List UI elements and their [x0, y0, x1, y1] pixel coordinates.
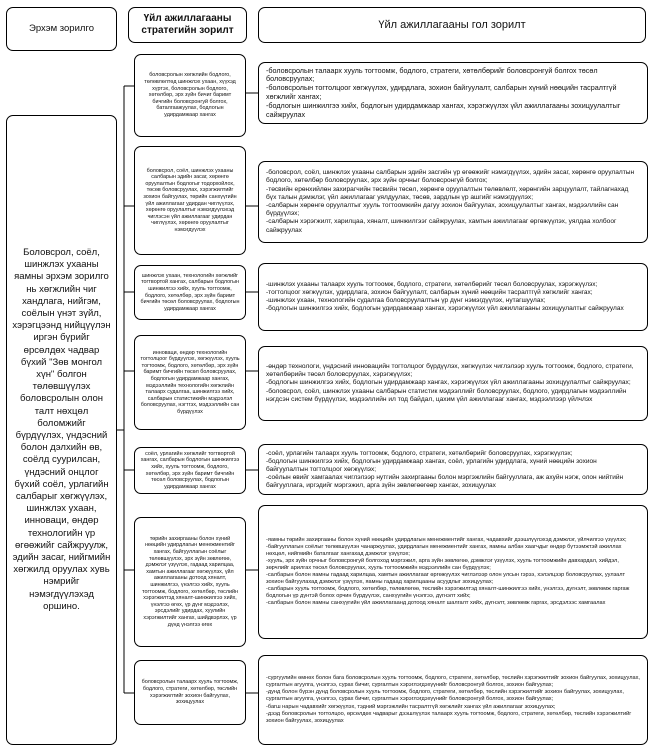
strategy-text: боловсролын хөгжлийн бодлого, төлөвлөлтөд шинжлэх ухаан, хүүхэд хүртэх, боловсролын бодлого, хөтөлбөр, эрх зүйн бичиг баримт бичгийн боловсронгуй болгох, баталгаажуулах, бодлогын удирдамжаар хангах — [144, 72, 236, 118]
strategy-box-2 — [134, 146, 246, 255]
objective-item: -шинжлэх ухааны талаарх хууль тогтоомж, бодлого, стратеги, хөтөлбөрийг төсөл боловсруулах, хэрэгжүүлэх; — [266, 281, 598, 288]
objectives-box-4 — [258, 346, 648, 421]
objective-item: -хууль, эрх зүйн орчныг боловсронгуй болгоход мэргэжил, арга зүйн зөвлөгөө, дэмжлэг үзүүлэх, хууль тогтоомжийн давхардал, хийдэл, зөрчлийг арилгах төсөл боловсруулах, хууль тогтоомжийн мэдээллийн сан бүрдүүлэх; — [266, 557, 619, 571]
objectives-list — [266, 450, 640, 490]
strategy-text: боловсролын талаарх хууль тогтоомж, бодлого, стратеги, хөтөлбөр, төслийн хэрэгжилтийг зохион байгуулах, зохицуулах — [141, 679, 239, 706]
objectives-list — [266, 169, 640, 235]
objective-item: -дээд боловсролын тогтолцоо, өрсөлдөх чадварыг дээшлүүлэх талаарх хууль тогтоомж, бодлого, стратеги, хөтөлбөр, төслийн хэрэгжилтийг зохион байгуулах, зохицуулах — [266, 710, 632, 724]
objective-item: -яамны төрийн захиргааны болон хүний нөөцийн удирдлагын менежментийг хангах, чадавхийг дээшлүүлэхэд дэмжлэг, үйлчилгээ үзүүлэх; — [266, 536, 627, 543]
objectives-box-7 — [258, 655, 648, 745]
objective-item: -төсвийн ерөнхийлөн захирагчийн төсвийн төсөл, хөрөнгө оруулалтын төлөвлөлт, хөрөнгийн зарцуулалт, тайлагнахад бүх талын дэмжлэг, үйл ажиллагааг уялдуулах, төсөв, зардлын үр ашгийг нэмэгдүүлэх; — [266, 185, 629, 201]
objective-item: -шинжлэх ухаан, технологийн судалгаа боловсруулалтын үр дүнг нэмэгдүүлэх, нутагшуулах; — [266, 297, 546, 304]
objective-item: -өндөр технологи, үндэсний инновацийн тогтолцоог бүрдүүлэх, хөгжүүлэх чиглэлээр хууль тогтоомж, бодлого, стратеги, хөтөлбөрийн төсөл боловсруулах, хэрэгжүүлэх; — [266, 362, 634, 379]
objective-item: -бодлогын шинжилгээ хийх, бодлогын удирдамжаар хангах, хэрэгжүүлэх үйл ажиллагааны зохицуулалтыг сайжруулах — [266, 100, 621, 119]
objectives-box-1 — [258, 62, 648, 124]
objectives-header-label: Үйл ажиллагааны гол зорилт — [378, 19, 526, 31]
mission-header-label: Эрхэм зорилго — [29, 23, 94, 34]
strategy-header — [128, 7, 247, 43]
objective-item: -бодлогын шинжилгээ хийх, бодлогын удирдамжаар хангах, соёл, урлагийн удирдлага, хүний нөөцийн зохион байгуулалтын тогтолцоог хөгжүүлэх; — [266, 457, 597, 473]
strategy-box-1 — [134, 54, 246, 137]
objectives-box-6 — [258, 505, 648, 639]
strategy-box-7 — [134, 660, 246, 725]
objective-item: -салбарын хууль тогтоомж, бодлого, хөтөлбөр, төлөвлөгөө, төслийн хэрэгжилтэд хяналт-шинжилгээ хийх, үнэлгээ, дүгнэлт, зөвлөмж гаргаж бодлогын үр дүнтэй болох орчин бүрдүүлэх, санхүүгийн үнэлгээ, дүгнэлт хийх; — [266, 586, 630, 600]
strategy-header-label: Үйл ажиллагааны стратегийн зорилт — [141, 13, 234, 36]
objectives-box-5 — [258, 444, 648, 495]
strategy-box-6 — [134, 517, 246, 647]
objectives-box-3 — [258, 263, 648, 331]
objective-item: -салбарын болон яамны санхүүгийн үйл ажиллагаанд дотоод хяналт шалгалт хийх, дүгнэлт, зөвлөмж гаргах, эрсдэлээс хамгаалах — [266, 600, 606, 607]
objectives-header — [258, 7, 646, 43]
strategy-text: шинжлэх ухаан, технологийн хөгжлийг тогтвортой хангах, салбарын бодлогын шинжилгээ хийх, хууль тогтоомж, бодлого, хөтөлбөр, эрх зүйн баримт бичгийн төсөл боловсруулах, бодлогын удирдамжаар хангах — [140, 272, 240, 312]
objectives-list — [266, 67, 640, 120]
strategy-text: төрийн захиргааны болон хүний нөөцийн удирдлагын менежментийг хангах, байгууллагын соёлыг төлөвшүүлэх, эрх зүйн зөвлөгөө, дэмжлэг үзүүлэх, гадаад харилцаа, хамтын ажиллагааг хөгжүүлэх, үйл ажиллагааны дотоод хяналт, шинжилгээ, үнэлгээ хийх, хууль тогтоомж, бодлого, хөтөлбөр, төслийн хэрэгжилтэд хяналт-шинжилгээ хийх, үнэлгээ өгөх, үр дүнг мэдээлэх, эрсдэлийг удирдах, хуулийн хэрэгжилтийг хангах, шийдвэрлэх, үр дүнд үнэлгээ өгөх — [142, 535, 238, 628]
objective-item: -багш нарын чадавхийг хөгжүүлэх, тэдний мэргэжлийн тасралтгүй хөгжлийг хангах үйл ажиллагааг зохицуулах; — [266, 703, 556, 710]
mission-box — [6, 115, 117, 745]
objective-item: -соёл, урлагийн талаарх хууль тогтоомж, бодлого, стратеги, хөтөлбөрийг боловсруулах, хэрэгжүүлэх; — [266, 449, 573, 457]
strategy-text: боловсрол, соёл, шинжлэх ухааны салбарын эдийн засаг, хөрөнгө оруулалтын бодлогыг тодорхойлох, төсөв боловсруулах, хэрэгжилтийг зохион байгуулах, төрийн санхүүгийн үйл ажиллагааг удирдан чиглүүлэх, хөрөнгө оруулалтыг нэмэгдүүлэхэд чиглэсэн үйл ажиллагааг удирдан чиглүүлэх, хөрөнгө оруулалтыг нэмэгдүүлэх — [143, 167, 237, 233]
objective-item: -бодлогын шинжилгээ хийх, бодлогын удирдамжаар хангах, хэрэгжүүлэх үйл ажиллагааны зохицуулалтыг сайжруулах; — [266, 379, 631, 387]
objective-item: -салбарын хөрөнгө оруулалтыг хууль тогтоомжийн дагуу зохион байгуулах, зохицуулалтыг хангах, мэдээллийн сан бүрдүүлэх; — [266, 202, 619, 218]
objectives-list — [266, 281, 624, 313]
objective-item: -байгууллагын соёлыг төлөвшүүлэн чанаржуулах, удирдлагын менежментийг хангах, яамны албан хаагчдыг өндөр бүтээмжтэй ажиллах нөхцөл, нийгмийн баталгааг хангахад дэмжлэг үзүүлэх; — [266, 543, 622, 557]
objectives-box-2 — [258, 161, 648, 243]
objective-item: -салбарын хэрэгжилт, харилцаа, хяналт, шинжилгээг сайжруулах, хамтын ажиллагааг өргөжүүлэх, уялдаа холбоог сайжруулах — [266, 218, 617, 234]
mission-text: Боловсрол, соёл, шинжлэх ухааны яамны эрхэм зорилго нь хөгжлийн чиг хандлага, нийгэм, соёлын үнэт зүйл, хэрэгцээнд нийцүүлэн иргэн бүрийг өрсөлдөх чадвар бүхий "Зөв монгол хүн" болгон төлөвшүүлэх боловсролын олон талт нөхцөл боломжийг бүрдүүлэх, үндэсний болон дэлхийн өв, соёлд суурилсан, үндэсний онцлог бүхий соёл, урлагийн салбарыг хөгжүүлэх, шинжлэх ухаан, инноваци, өндөр технологийн үр өгөөжийг сайжруулж, эдийн засаг, нийгмийн хөгжилд оруулах хувь нэмрийг нэмэгдүүлэхэд оршино. — [12, 246, 111, 612]
mission-header — [6, 7, 117, 51]
strategy-text: инноваци, өндөр технологийн тогтолцоог бүрдүүлэх, хөгжүүлэх, хууль тогтоомж, бодлого, хөтөлбөр, эрх зүйн баримт бичгийн төсөл боловсруулах, бодлогын удирдамжаар хангах, мэдээллийн технологийн хөгжлийн талаарх судалгаа, шинжилгээ хийх, салбарын статистикийн мэдээлэл боловсруулах, нэгтгэх, мэдээллийн сан бүрдүүлэх — [140, 349, 240, 415]
objective-item: -боловсрол, соёл, шинжлэх ухааны салбарын эдийн засгийн үр өгөөжийг нэмэгдүүлэх, эдийн засаг, хөрөнгө оруулалтын бодлого, хөтөлбөр боловсруулах, эрх зүйн орчныг боловсронгуй болгох; — [266, 169, 635, 185]
objective-item: -бодлогын шинжилгээ хийх, бодлогын удирдамжаар хангах, хэрэгжүүлэх үйл ажиллагааны зохицуулалтыг сайжруулах — [266, 305, 624, 312]
strategy-box-4 — [134, 335, 246, 430]
objective-item: -боловсрол, соёл, шинжлэх ухааны салбарын статистик мэдээллийг боловсруулах, бодлого, удирдлагын мэдээллийн нэгдсэн систем бүрдүүлэх, мэдээллийн ил тод байдал, цахим үйл ажиллагааг хангах, мэдээллээр үйлчлэх — [266, 387, 627, 403]
objectives-list — [266, 363, 640, 404]
objective-item: -боловсролын тогтолцоог хөгжүүлэх, удирдлага, зохион байгуулалт, салбарын хүний нөөцийн тасралтгүй хөгжлийг хангах; — [266, 83, 617, 101]
objective-item: -тогтолцоог хөгжүүлэх, удирдлага, зохион байгуулалт, салбарын хүний нөөцийн тасралтгүй хөгжлийг хангах; — [266, 289, 593, 296]
objective-item: -салбарын болон яамны гадаад харилцаа, хамтын ажиллагааг өргөжүүлэх чиглэлээр олон улсын гэрээ, хэлэлцээр боловсруулах, уулзалт зохион байгуулахад дэмжлэг үзүүлэх, яамны гадаад харилцааны асуудлыг зохицуулах; — [266, 572, 626, 586]
objective-item: -дунд болон бүрэн дунд боловсролын хууль тогтоомж, бодлого, стратеги, хөтөлбөр, төслийн хэрэгжилтийг зохион байгуулах, зохицуулах, сургалтын агуулга, үнэлгээ, сурах бичиг, сургалтын хэрэглэгдэхүүнийг боловсронгуй болгох, зохион байгуулах; — [266, 689, 624, 703]
objectives-list — [266, 537, 640, 608]
strategy-text: соёл, урлагийн хөгжлийг тогтвортой хангах, салбарын бодлогын шинжилгээ хийх, хууль тогтоомж, бодлого, хөтөлбөр, эрх зүйн баримт бичгийн төсөл боловсруулах, бодлогын удирдамжаар хангах — [140, 450, 240, 490]
objectives-list — [266, 675, 640, 725]
objective-item: -боловсролын талаарх хууль тогтоомж, бодлого, стратеги, хөтөлбөрийг боловсронгуй болгох төсөл боловсруулах; — [266, 65, 598, 84]
strategy-box-3 — [134, 265, 246, 320]
strategy-box-5 — [134, 447, 246, 494]
objective-item: -соёлын өвийг хамгаалах чиглэлээр нутгийн захиргааны болон мэргэжлийн байгууллага, аж ахуйн нэгж, олон нийтийн байгууллага, иргэдийг мэргэжил, арга зүйн зөвлөгөөгөөр хангах, зохицуулах — [266, 473, 624, 489]
objective-item: -сургуулийн өмнөх болон бага боловсролын хууль тогтоомж, бодлого, стратеги, хөтөлбөр, төслийн хэрэгжилтийг зохион байгуулах, зохицуулах, сургалтын агуулга, үнэлгээ, сурах бичиг, сургалтын хэрэглэгдэхүүнийг боловсронгуй болгох, зохион байгуулах; — [266, 675, 640, 689]
